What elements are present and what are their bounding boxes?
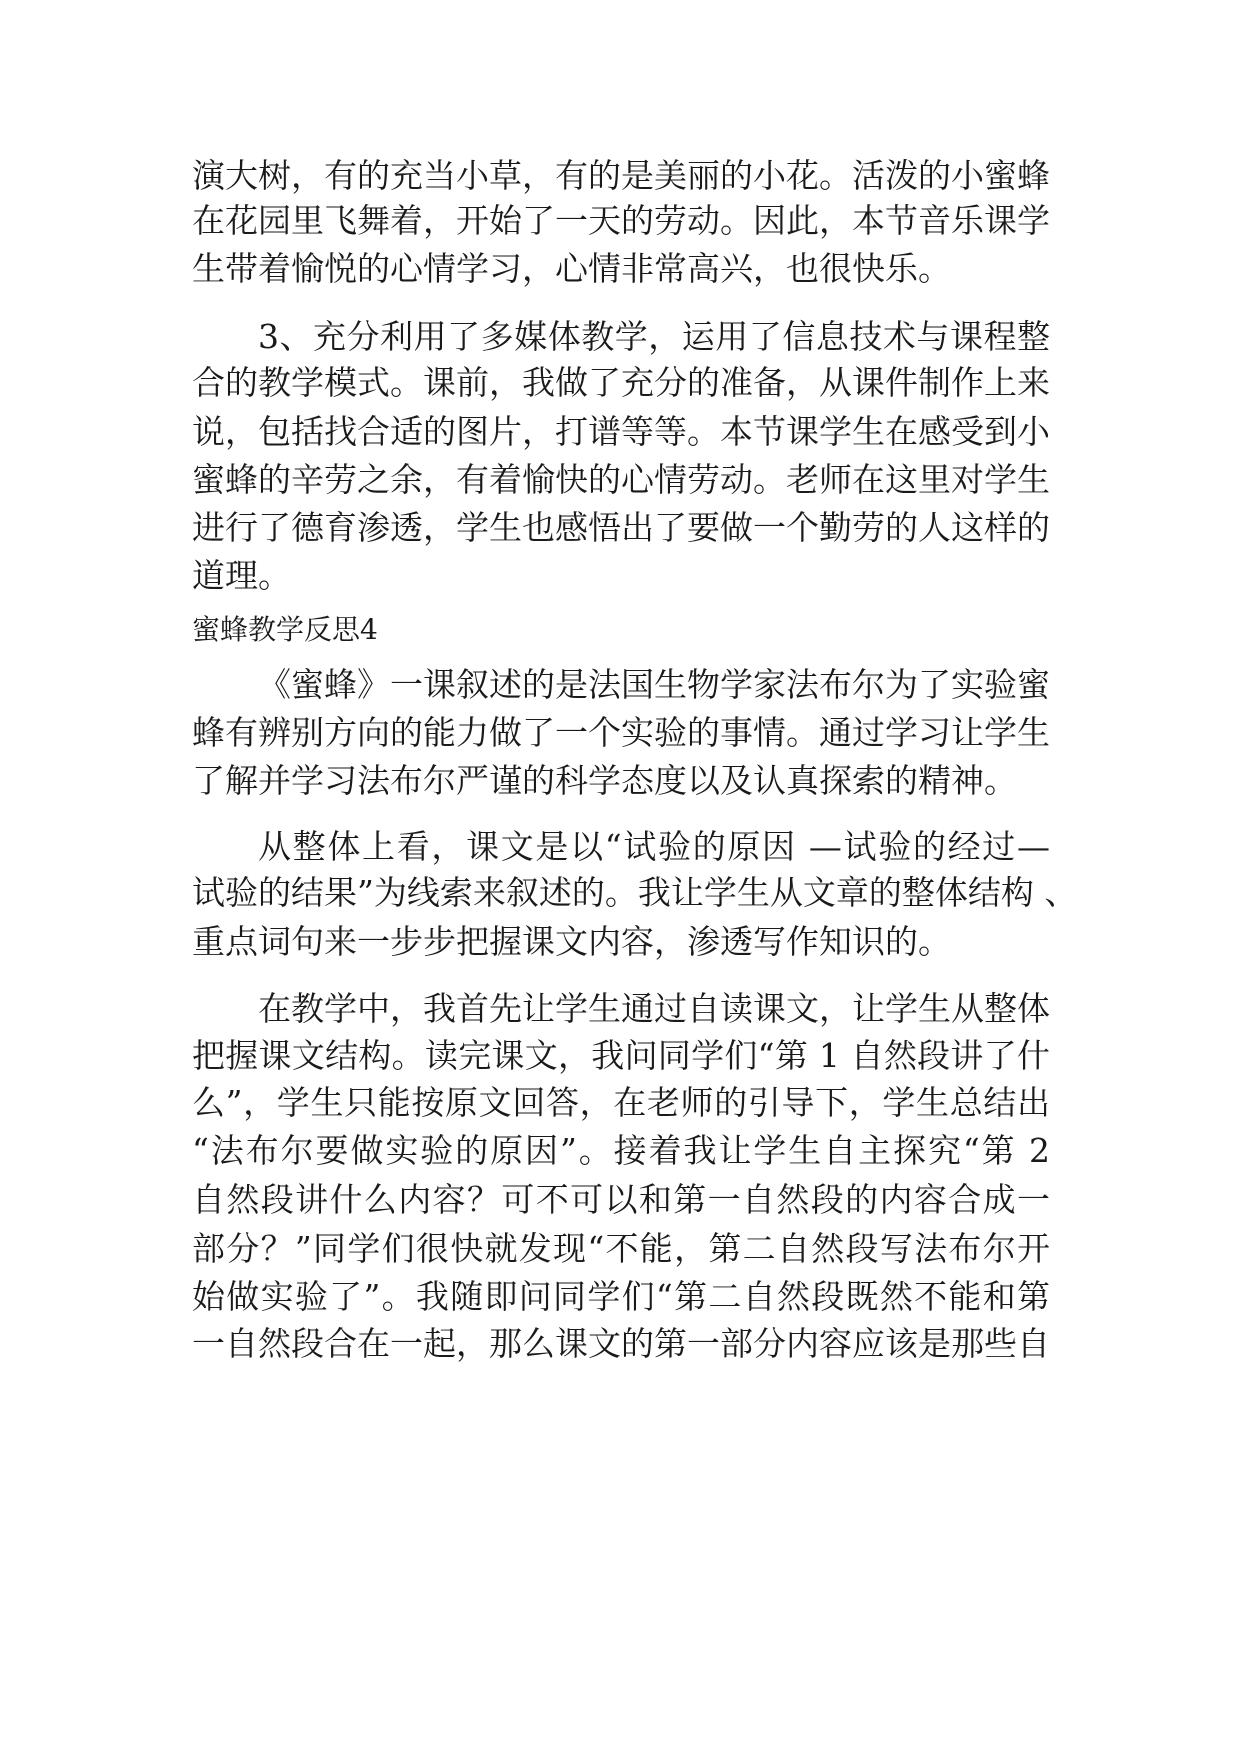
text-line: 3、充分利用了多媒体教学，运用了信息技术与课程整 <box>258 317 1050 356</box>
text-line: 《蜜蜂》一课叙述的是法国生物学家法布尔为了实验蜜 <box>258 665 1050 704</box>
text-line: 蜜蜂的辛劳之余，有着愉快的心情劳动。老师在这里对学生 <box>192 460 1050 499</box>
text-line: 了解并学习法布尔严谨的科学态度以及认真探索的精神。 <box>192 761 1017 800</box>
text-line: 试验的结果”为线索来叙述的。我让学生从文章的整体结构 、 <box>192 873 1078 912</box>
text-line: 蜂有辨别方向的能力做了一个实验的事情。通过学习让学生 <box>192 713 1050 752</box>
text-line: 道理。 <box>192 556 291 595</box>
text-line: 重点词句来一步步把握课文内容，渗透写作知识的。 <box>192 922 951 961</box>
text-line: 在教学中，我首先让学生通过自读课文，让学生从整体 <box>258 989 1050 1028</box>
text-line: 从整体上看，课文是以“试验的原因 —试验的经过— <box>258 827 1050 866</box>
text-line: 把握课文结构。读完课文，我问同学们“第 1 自然段讲了什 <box>192 1036 1050 1075</box>
text-line: 一自然段合在一起，那么课文的第一部分内容应该是那些自 <box>192 1324 1050 1363</box>
text-line: 始做实验了”。我随即问同学们“第二自然段既然不能和第 <box>192 1277 1050 1316</box>
text-line: 自然段讲什么内容？可不可以和第一自然段的内容合成一 <box>192 1180 1050 1219</box>
section-heading: 蜜蜂教学反思4 <box>192 613 378 646</box>
text-line: 说，包括找合适的图片，打谱等等。本节课学生在感受到小 <box>192 412 1050 451</box>
text-line: 么”，学生只能按原文回答，在老师的引导下，学生总结出 <box>192 1083 1050 1122</box>
text-line: 在花园里飞舞着，开始了一天的劳动。因此，本节音乐课学 <box>192 201 1050 240</box>
text-line: 进行了德育渗透，学生也感悟出了要做一个勤劳的人这样的 <box>192 508 1050 547</box>
text-line: 合的教学模式。课前，我做了充分的准备，从课件制作上来 <box>192 363 1050 402</box>
text-line: 部分？”同学们很快就发现“不能，第二自然段写法布尔开 <box>192 1229 1050 1268</box>
text-line: “法布尔要做实验的原因”。接着我让学生自主探究“第 2 <box>192 1131 1050 1170</box>
text-line: 演大树，有的充当小草，有的是美丽的小花。活泼的小蜜蜂 <box>192 156 1050 195</box>
text-line: 生带着愉悦的心情学习，心情非常高兴，也很快乐。 <box>192 249 951 288</box>
